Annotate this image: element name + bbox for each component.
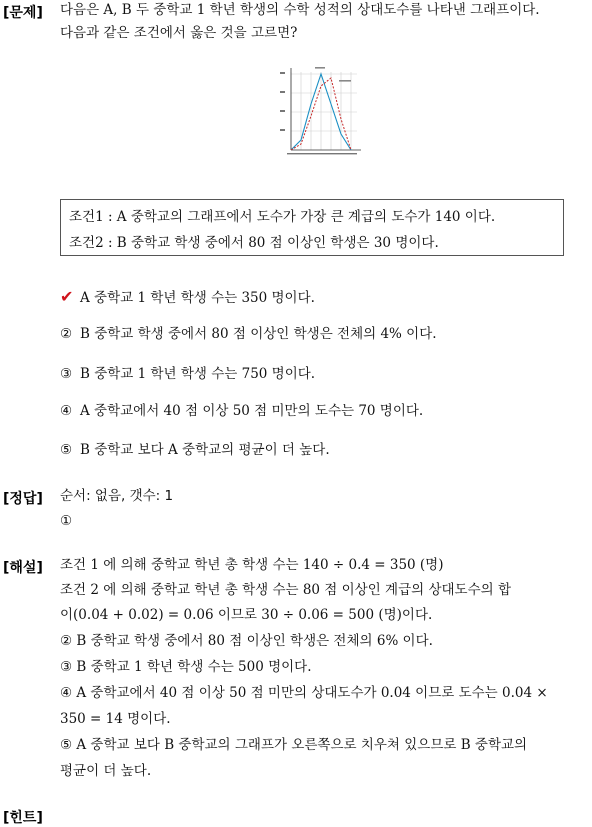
choice-5-text: B 중학교 보다 A 중학교의 평균이 더 높다. xyxy=(80,442,330,458)
check-icon: ✔ xyxy=(60,287,74,306)
conditions-box xyxy=(60,199,564,256)
explanation-line-5: ③ B 중학교 1 학년 학생 수는 500 명이다. xyxy=(60,659,312,675)
relative-frequency-graph xyxy=(277,64,367,158)
question-line-1: 다음은 A, B 두 중학교 1 학년 학생의 수학 성적의 상대도수를 나타낸 그래프이다. xyxy=(60,2,540,18)
condition-2: 조건2 : B 중학교 학생 중에서 80 점 이상인 학생은 30 명이다. xyxy=(69,235,439,251)
answer-line-2: ① xyxy=(60,513,73,529)
choice-5-number: ⑤ xyxy=(60,442,73,458)
choice-1 xyxy=(60,287,315,308)
choice-4-text: A 중학교에서 40 점 이상 50 점 미만의 도수는 70 명이다. xyxy=(80,403,424,419)
answer-line-1: 순서: 없음, 갯수: 1 xyxy=(60,488,174,504)
explanation-line-1: 조건 1 에 의해 중학교 학년 총 학생 수는 140 ÷ 0.4 = 350 (명) xyxy=(60,557,444,573)
condition-1: 조건1 : A 중학교의 그래프에서 도수가 가장 큰 계급의 도수가 140 이다. xyxy=(69,209,496,225)
problem-label: [문제] xyxy=(3,5,43,21)
choice-4-number: ④ xyxy=(60,403,73,419)
choice-5 xyxy=(60,440,330,460)
choice-3-text: B 중학교 1 학년 학생 수는 750 명이다. xyxy=(80,366,316,382)
choice-3-number: ③ xyxy=(60,366,73,382)
question-line-2: 다음과 같은 조건에서 옳은 것을 고르면? xyxy=(60,25,298,41)
explanation-line-6: ④ A 중학교에서 40 점 이상 50 점 미만의 상대도수가 0.04 이므로 도수는 0.04 × xyxy=(60,685,548,701)
explanation-line-8: ⑤ A 중학교 보다 B 중학교의 그래프가 오른쪽으로 치우쳐 있으므로 B 중학교의 xyxy=(60,737,528,753)
explanation-line-2: 조건 2 에 의해 중학교 학년 총 학생 수는 80 점 이상인 계급의 상대도수의 합 xyxy=(60,582,511,598)
explanation-line-4: ② B 중학교 학생 중에서 80 점 이상인 학생은 전체의 6% 이다. xyxy=(60,633,433,649)
choice-1-text: A 중학교 1 학년 학생 수는 350 명이다. xyxy=(80,290,315,306)
explanation-line-9: 평균이 더 높다. xyxy=(60,763,152,779)
choice-2-number: ② xyxy=(60,326,73,342)
explanation-line-3: 이(0.04 + 0.02) = 0.06 이므로 30 ÷ 0.06 = 500 (명)이다. xyxy=(60,607,433,623)
choice-2 xyxy=(60,324,437,344)
answer-label: [정답] xyxy=(3,491,43,507)
explanation-line-7: 350 = 14 명이다. xyxy=(60,711,171,727)
explanation-label: [해설] xyxy=(3,560,43,576)
hint-label: [힌트] xyxy=(3,810,43,826)
choice-4 xyxy=(60,401,423,421)
choice-3 xyxy=(60,364,315,384)
choice-2-text: B 중학교 학생 중에서 80 점 이상인 학생은 전체의 4% 이다. xyxy=(80,326,437,342)
